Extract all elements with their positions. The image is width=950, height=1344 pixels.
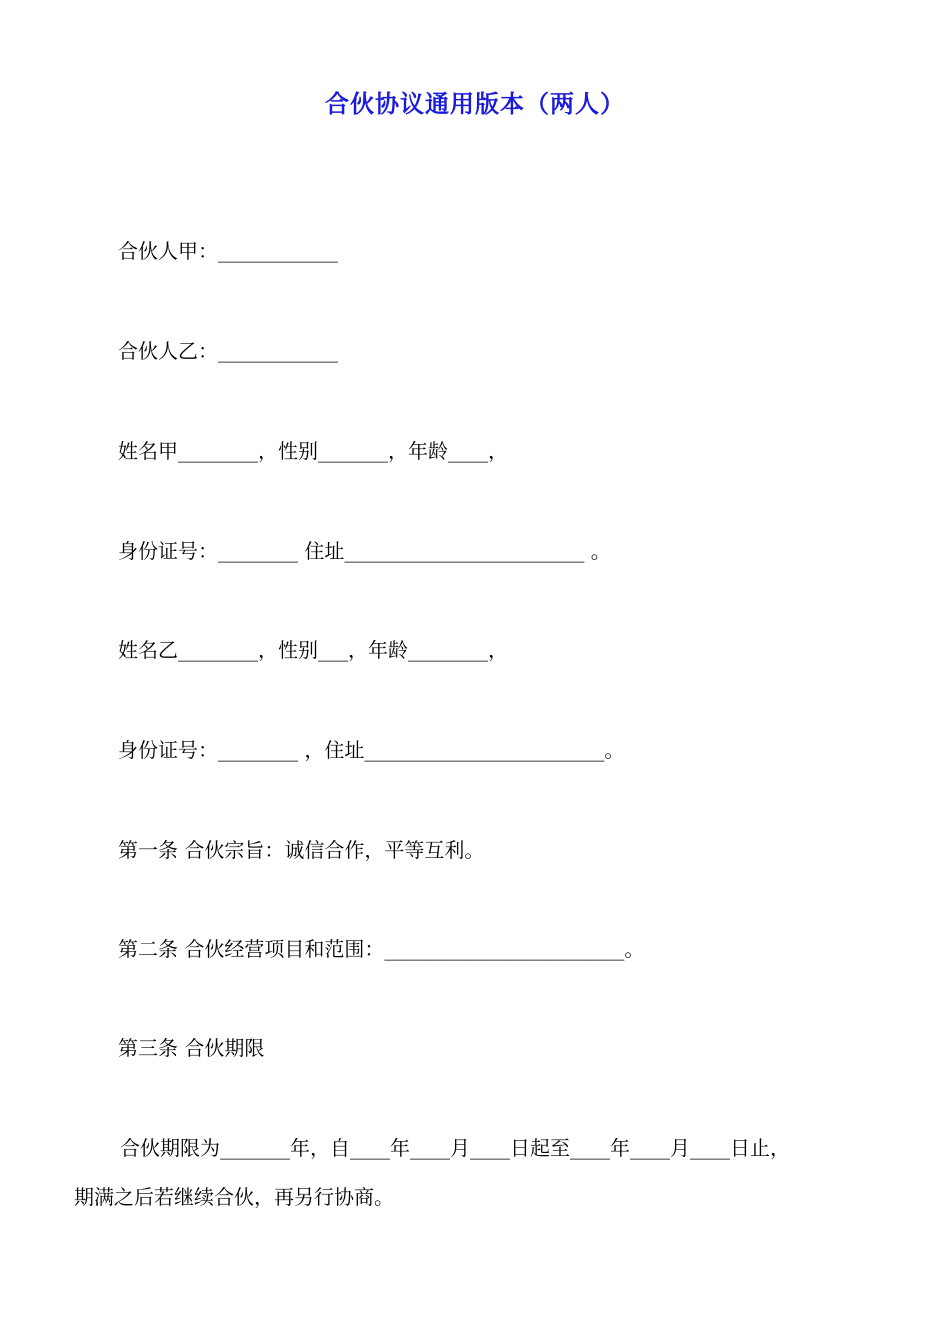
id-address-b-line: 身份证号：________ ，住址________________________。 xyxy=(118,738,625,762)
article-two: 第二条 合伙经营项目和范围：________________________。 xyxy=(118,937,645,961)
term-paragraph-line-1: 合伙期限为_______年，自____年____月____日起至____年____月____日止， xyxy=(120,1136,790,1160)
partner-b-line: 合伙人乙：____________ xyxy=(118,339,338,363)
partner-a-line: 合伙人甲：____________ xyxy=(118,239,338,263)
name-b-line: 姓名乙________，性别___，年龄________， xyxy=(118,638,508,662)
term-paragraph-line-2: 期满之后若继续合伙，再另行协商。 xyxy=(74,1185,394,1209)
article-three: 第三条 合伙期限 xyxy=(118,1036,265,1060)
id-address-a-line: 身份证号：________ 住址________________________ 。 xyxy=(118,539,611,563)
page-title: 合伙协议通用版本（两人） xyxy=(325,90,625,118)
article-one: 第一条 合伙宗旨：诚信合作，平等互利。 xyxy=(118,838,485,862)
name-a-line: 姓名甲________，性别_______，年龄____， xyxy=(118,439,508,463)
